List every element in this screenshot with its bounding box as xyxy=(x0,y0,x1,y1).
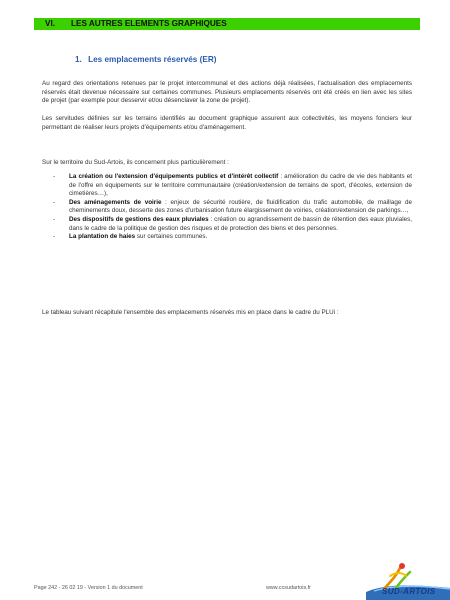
list-item: - Des dispositifs de gestions des eaux pluviales : création ou agrandissement de bassin de rétention des eaux pluviales, dans le cadre de la politique de gestion des risques et de protection des biens et des personnes. xyxy=(53,215,412,232)
section-title: LES AUTRES ELEMENTS GRAPHIQUES xyxy=(71,19,227,28)
list-item-text: : enjeux de sécurité routière, de fluidification du trafic automobile, de maillage de cheminements doux, desserte des zones d'urbanisation future élargissement de voiries, création/extension de parkings…, xyxy=(69,198,412,215)
footer-page-info: Page 242 - 26 02 19 - Version 1 du document xyxy=(34,585,143,591)
paragraph-table-intro: Le tableau suivant récapitule l'ensemble des emplacements réservés mis en place dans le cadre du PLUi : xyxy=(42,309,339,316)
list-item: - La plantation de haies sur certaines communes. xyxy=(53,233,208,241)
list-item-bold: Des aménagements de voirie xyxy=(69,198,162,206)
list-item-bold: Des dispositifs de gestions des eaux pluviales xyxy=(69,215,209,223)
list-item-bold: La plantation de haies xyxy=(69,233,136,241)
section-number: VI. xyxy=(45,19,56,28)
list-item-bold: La création ou l'extension d'équipements publics et d'intérêt collectif xyxy=(69,173,279,180)
footer-website-link[interactable]: www.ccsudartois.fr xyxy=(266,585,311,591)
paragraph-intro: Au regard des orientations retenues par le projet intercommunal et des actions déjà réalisées, l'actualisation des emplacements réservés était devenue nécessaire sur certaines communes. Plusieurs emplacements réservés ont été créés en lien avec les sites de projet (par exemple pour desservir et/ou désenclaver la zone de projet). xyxy=(42,80,412,105)
list-item: - La création ou l'extension d'équipements publics et d'intérêt collectif : amélioration du cadre de vie des habitants et de l'offre en équipements sur le territoire communautaire (création/extension de terrains de sport, d'écoles, extension de cimetières…), xyxy=(53,173,412,198)
list-item-text: sur certaines communes. xyxy=(135,233,208,241)
reserved-locations-list xyxy=(42,173,412,242)
subsection-heading xyxy=(75,55,216,64)
section-header xyxy=(34,18,420,30)
subsection-title: Les emplacements réservés (ER) xyxy=(88,55,217,64)
paragraph-territory: Sur le territoire du Sud-Artois, ils concernent plus particulièrement : xyxy=(42,159,229,166)
list-item: - Des aménagements de voirie : enjeux de sécurité routière, de fluidification du trafic automobile, de maillage de cheminements doux, desserte des zones d'urbanisation future élargissement de voiries, création/extension de parkings…, xyxy=(53,198,412,215)
subsection-number: 1. xyxy=(75,55,82,64)
list-item-text: : amélioration du cadre de vie des habitants et de l'offre en équipements sur le territoire communautaire (création/extension de terrains de sport, d'écoles, extension de cimetières…), xyxy=(69,173,412,198)
paragraph-servitudes: Les servitudes définies sur les terrains identifiés au document graphique assurent aux collectivités, les moyens fonciers leur permettant de réaliser leurs projets d'équipements et/ou d'aménagement. xyxy=(42,115,412,131)
list-item-text: : création ou agrandissement de bassin de rétention des eaux pluviales, dans le cadre de la politique de gestion des risques et de protection des biens et des personnes. xyxy=(69,215,412,232)
logo-text: SUD-ARTOIS xyxy=(382,587,436,596)
